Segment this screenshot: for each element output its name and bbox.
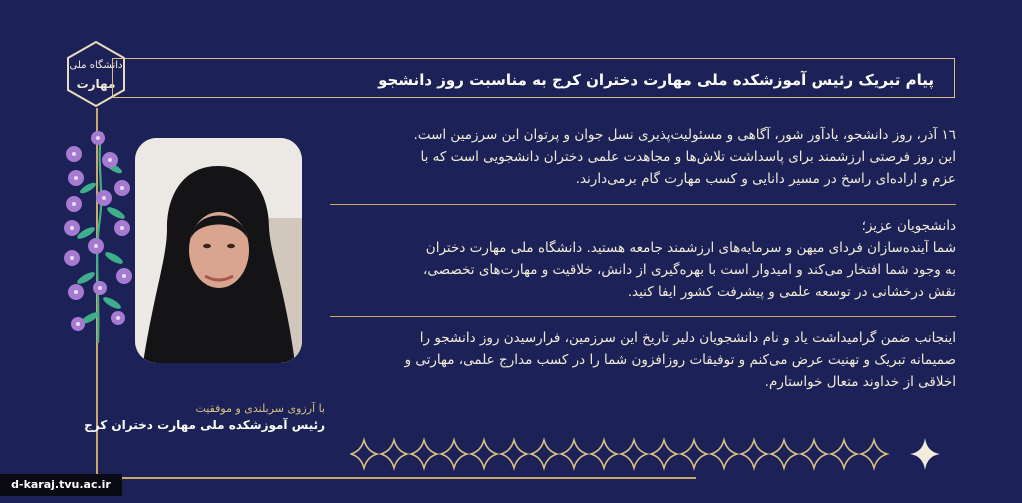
- paragraph-line: اینجانب ضمن گرامیداشت یاد و نام دانشجویان دلیر تاریخ این سرزمین، فرارسیدن روز دانشجو را: [419, 330, 956, 346]
- svg-text:دانشگاه ملی: دانشگاه ملی: [69, 60, 123, 71]
- paragraph-line: دانشجویان عزیز؛: [861, 218, 956, 234]
- message-paragraph-3: [405, 327, 956, 393]
- message-paragraph-2: [423, 215, 956, 303]
- paragraph-line: شما آینده‌سازان فردای میهن و سرمایه‌های ارزشمند جامعه هستید. دانشگاه ملی مهارت دختران: [425, 240, 956, 256]
- website-badge[interactable]: d-karaj.tvu.ac.ir: [0, 474, 122, 496]
- paragraph-divider: [330, 316, 956, 317]
- paragraph-line: این روز فرصتی ارزشمند برای پاسداشت تلاش‌ها و مجاهدت علمی دختران دانشجویی است که با: [420, 149, 956, 165]
- paragraph-line: ١٦ آذر، روز دانشجو، یادآور شور، آگاهی و مسئولیت‌پذیری نسل جوان و پرتوان این سرزمین است.: [413, 127, 956, 143]
- diamond-ornament: [471, 440, 497, 468]
- diamond-ornament: [681, 440, 707, 468]
- page-title: پیام تبریک رئیس آموزشکده ملی مهارت دختران کرج به مناسبت روز دانشجو: [378, 71, 934, 89]
- diamond-ornament: [741, 440, 767, 468]
- signature-wish: با آرزوی سربلندی و موفقیت: [195, 402, 325, 415]
- diamond-ornament: [441, 440, 467, 468]
- diamond-ornament: [861, 440, 887, 468]
- diamond-ornament: [561, 440, 587, 468]
- diamond-ornament: [411, 440, 437, 468]
- portrait-photo: [135, 138, 302, 363]
- diamond-ornament-row: [350, 432, 950, 476]
- diamond-ornament: [381, 440, 407, 468]
- paragraph-line: نقش درخشانی در توسعه علمی و پیشرفت کشور ایفا کنید.: [627, 284, 956, 300]
- signature-name: رئیس آموزشکده ملی مهارت دختران کرج: [84, 418, 325, 432]
- diamond-ornament: [591, 440, 617, 468]
- paragraph-line: عزم و اراده‌ای راسخ در مسیر دانایی و کسب مهارت گام برمی‌دارند.: [575, 171, 956, 187]
- diamond-ornament: [621, 440, 647, 468]
- diamond-ornament: [801, 440, 827, 468]
- paragraph-divider: [330, 204, 956, 205]
- diamond-ornament: [651, 440, 677, 468]
- diamond-ornament: [711, 440, 737, 468]
- diamond-ornament: [771, 440, 797, 468]
- message-paragraph-1: [414, 124, 956, 190]
- diamond-ornament: [531, 440, 557, 468]
- paragraph-line: صمیمانه تبریک و تهنیت عرض می‌کنم و توفیقات روزافزون شما را در کسب مدارج علمی، مهارتی و: [404, 352, 956, 368]
- frame-bottom-line: [96, 477, 696, 479]
- paragraph-line: به وجود شما افتخار می‌کند و امیدوار است با بهره‌گیری از دانش، خلاقیت و مهارت‌های تخصصی،: [423, 262, 956, 278]
- flower-vine-decoration: [60, 128, 140, 343]
- diamond-ornament: [831, 440, 857, 468]
- svg-text:مهارت: مهارت: [76, 77, 116, 91]
- paragraph-line: اخلاقی از خداوند متعال خواستارم.: [764, 374, 956, 390]
- diamond-ornament: [501, 440, 527, 468]
- diamond-ornament: [351, 440, 377, 468]
